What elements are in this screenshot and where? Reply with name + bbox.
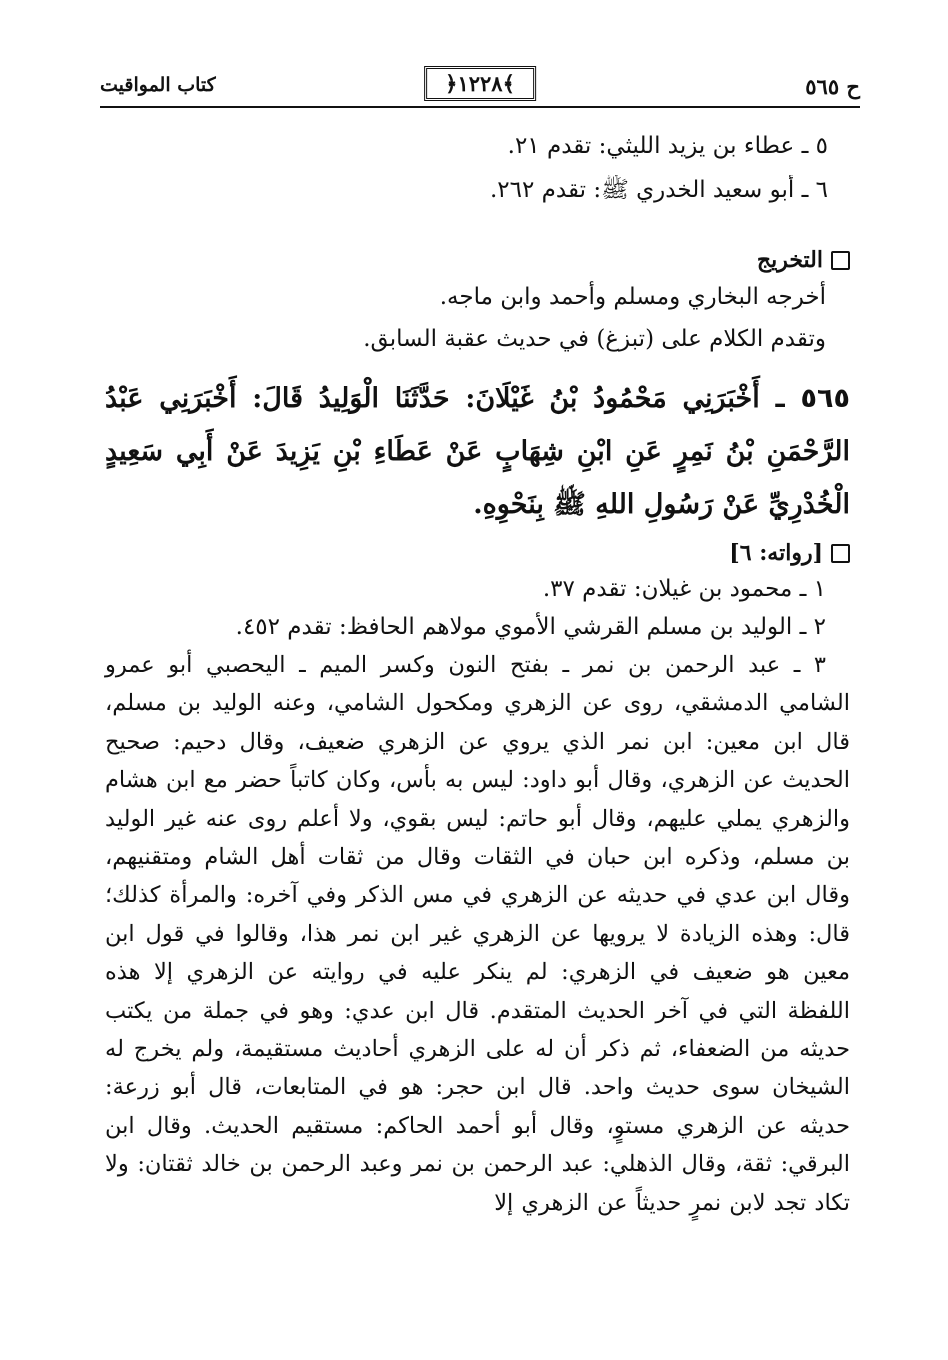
square-bullet-icon	[831, 544, 850, 563]
hadith-body: أَخْبَرَنِي مَحْمُودُ بْنُ غَيْلَانَ: حَدَّثَنَا الْوَلِيدُ قَالَ: أَخْبَرَنِي عَبْدُ الرَّحْمَنِ بْنُ نَمِرٍ عَنِ ابْنِ شِهَابٍ عَنْ عَطَاءِ بْنِ يَزِيدَ عَنْ أَبِي سَعِيدٍ الْخُدْرِيِّ عَنْ رَسُولِ اللهِ ﷺ بِنَحْوِهِ.	[105, 383, 850, 520]
takhrij-section	[105, 244, 850, 360]
narrator-line: ٥ ـ عطاء بن يزيد الليثي: تقدم ٢١.	[507, 133, 828, 159]
takhrij-heading-text: التخريج	[756, 247, 823, 273]
hadith-text	[105, 372, 850, 531]
takhrij-heading	[105, 244, 850, 276]
ruwatuh-heading	[105, 536, 850, 570]
narrator-line: ٦ ـ أبو سعيد الخدري ﷺ: تقدم ٢٦٢.	[489, 177, 828, 203]
ruwatuh-heading-text: [رواته: ٦]	[729, 540, 823, 566]
ruwatuh-section	[105, 536, 850, 1222]
narrator-line: ٢ ـ الوليد بن مسلم القرشي الأموي مولاهم الحافظ: تقدم ٤٥٢.	[235, 614, 826, 640]
book-title: كتاب المواقيت	[100, 74, 216, 96]
narrators-continued	[83, 133, 828, 217]
narrator-biography: ٣ ـ عبد الرحمن بن نمر ـ بفتح النون وكسر الميم ـ اليحصبي أبو عمرو الشامي الدمشقي، روى عن الزهري ومكحول الشامي، وعنه الوليد بن مسلم، قال ابن معين: ابن نمر الذي يروي عن الزهري ضعيف، وقال دحيم: صحيح الحديث عن الزهري، وقال أبو داود: ليس به بأس، وكان كاتباً حضر مع ابن هشام والزهري يملي عليهم، وقال أبو حاتم: ليس بقوي، ولا أعلم روى عنه غير الوليد بن مسلم، وذكره ابن حبان في الثقات وقال من ثقات أهل الشام ومتقنيهم، وقال ابن عدي في حديثه عن الزهري في مس الذكر وفي آخره: والمرأة كذلك؛ قال: وهذه الزيادة لا يرويها عن الزهري غير ابن نمر هذا، وقالوا في قول ابن معين هو ضعيف في الزهري: لم ينكر عليه في روايته عن الزهري إلا هذه اللفظة التي في آخر الحديث المتقدم. قال ابن عدي: وهو في جملة من يكتب حديثه من الضعفاء، ثم ذكر أن له على الزهري أحاديث مستقيمة، ولم يخرج له الشيخان سوى حديث واحد. قال ابن حجر: هو في المتابعات، قال أبو زرعة: حديثه عن الزهري مستوٍ، وقال أبو أحمد الحاكم: مستقيم الحديث. وقال ابن البرقي: ثقة، وقال الذهلي: عبد الرحمن بن نمر وعبد الرحمن بن خالد ثقتان: ولا تكاد تجد لابن نمرٍ حديثاً عن الزهري إلا	[105, 652, 850, 1216]
narrator-line: ١ ـ محمود بن غيلان: تقدم ٣٧.	[542, 576, 826, 602]
page-number: ﴿١٢٢٨﴾	[424, 66, 536, 101]
running-header	[100, 66, 860, 110]
takhrij-line: وتقدم الكلام على (تبزغ) في حديث عقبة السابق.	[363, 326, 826, 352]
square-bullet-icon	[831, 251, 850, 270]
hadith-number: ٥٦٥ ـ	[775, 383, 850, 414]
header-rule	[100, 106, 860, 108]
hadith-reference: ح ٥٦٥	[805, 74, 860, 99]
takhrij-line: أخرجه البخاري ومسلم وأحمد وابن ماجه.	[439, 284, 826, 310]
